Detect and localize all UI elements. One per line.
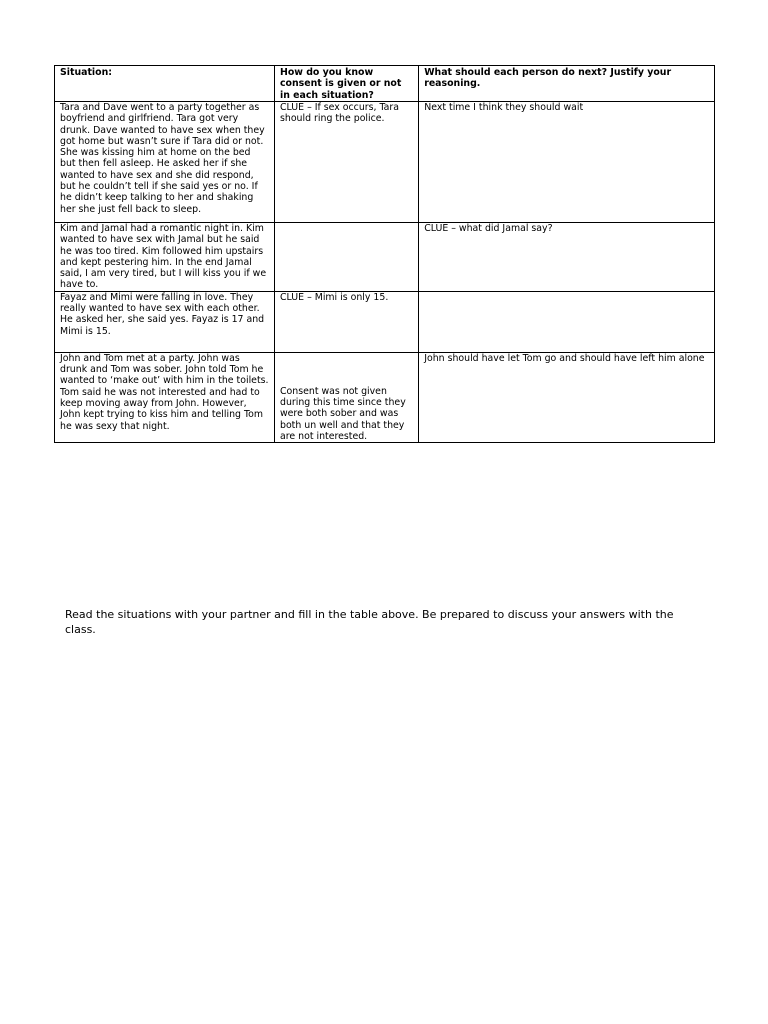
consent-cell-text: Consent was not given during this time since they were both sober and was both un well and that they are not interested. [280, 385, 406, 442]
consent-cell [275, 352, 419, 442]
next-step-cell: CLUE – what did Jamal say? [419, 223, 715, 292]
next-step-cell: Next time I think they should wait [419, 102, 715, 223]
next-step-cell: John should have let Tom go and should have left him alone [419, 352, 715, 442]
consent-cell [275, 223, 419, 292]
consent-cell: CLUE – Mimi is only 15. [275, 291, 419, 352]
consent-cell: CLUE – If sex occurs, Tara should ring the police. [275, 102, 419, 223]
header-situation: Situation: [55, 66, 275, 102]
header-next-steps: What should each person do next? Justify your reasoning. [419, 66, 715, 102]
instructions-text: Read the situations with your partner and fill in the table above. Be prepared to discuss your answers with the class. [65, 608, 674, 636]
table-header-row [55, 66, 715, 102]
table-row [55, 291, 715, 352]
table-row [55, 223, 715, 292]
consent-situations-table [54, 65, 715, 443]
header-consent: How do you know consent is given or not in each situation? [275, 66, 419, 102]
table-row [55, 102, 715, 223]
next-step-cell [419, 291, 715, 352]
situation-cell: Tara and Dave went to a party together as boyfriend and girlfriend. Tara got very drunk. Dave wanted to have sex when they got home but wasn’t sure if Tara did or not. She was kissing him at home on the bed but then fell asleep. He asked her if she wanted to have sex and she did respond, but he couldn’t tell if she said yes or no. If he didn’t keep talking to her and shaking her she just fell back to sleep. [55, 102, 275, 223]
table-row [55, 352, 715, 442]
situation-cell: Fayaz and Mimi were falling in love. They really wanted to have sex with each other. He asked her, she said yes. Fayaz is 17 and Mimi is 15. [55, 291, 275, 352]
situation-cell: Kim and Jamal had a romantic night in. Kim wanted to have sex with Jamal but he said he was too tired. Kim followed him upstairs and kept pestering him. In the end Jamal said, I am very tired, but I will kiss you if we have to. [55, 223, 275, 292]
cell-spacer [280, 353, 413, 386]
situation-cell: John and Tom met at a party. John was drunk and Tom was sober. John told Tom he wanted to ‘make out’ with him in the toilets. Tom said he was not interested and had to keep moving away from John. However, John kept trying to kiss him and telling Tom he was sexy that night. [55, 352, 275, 442]
